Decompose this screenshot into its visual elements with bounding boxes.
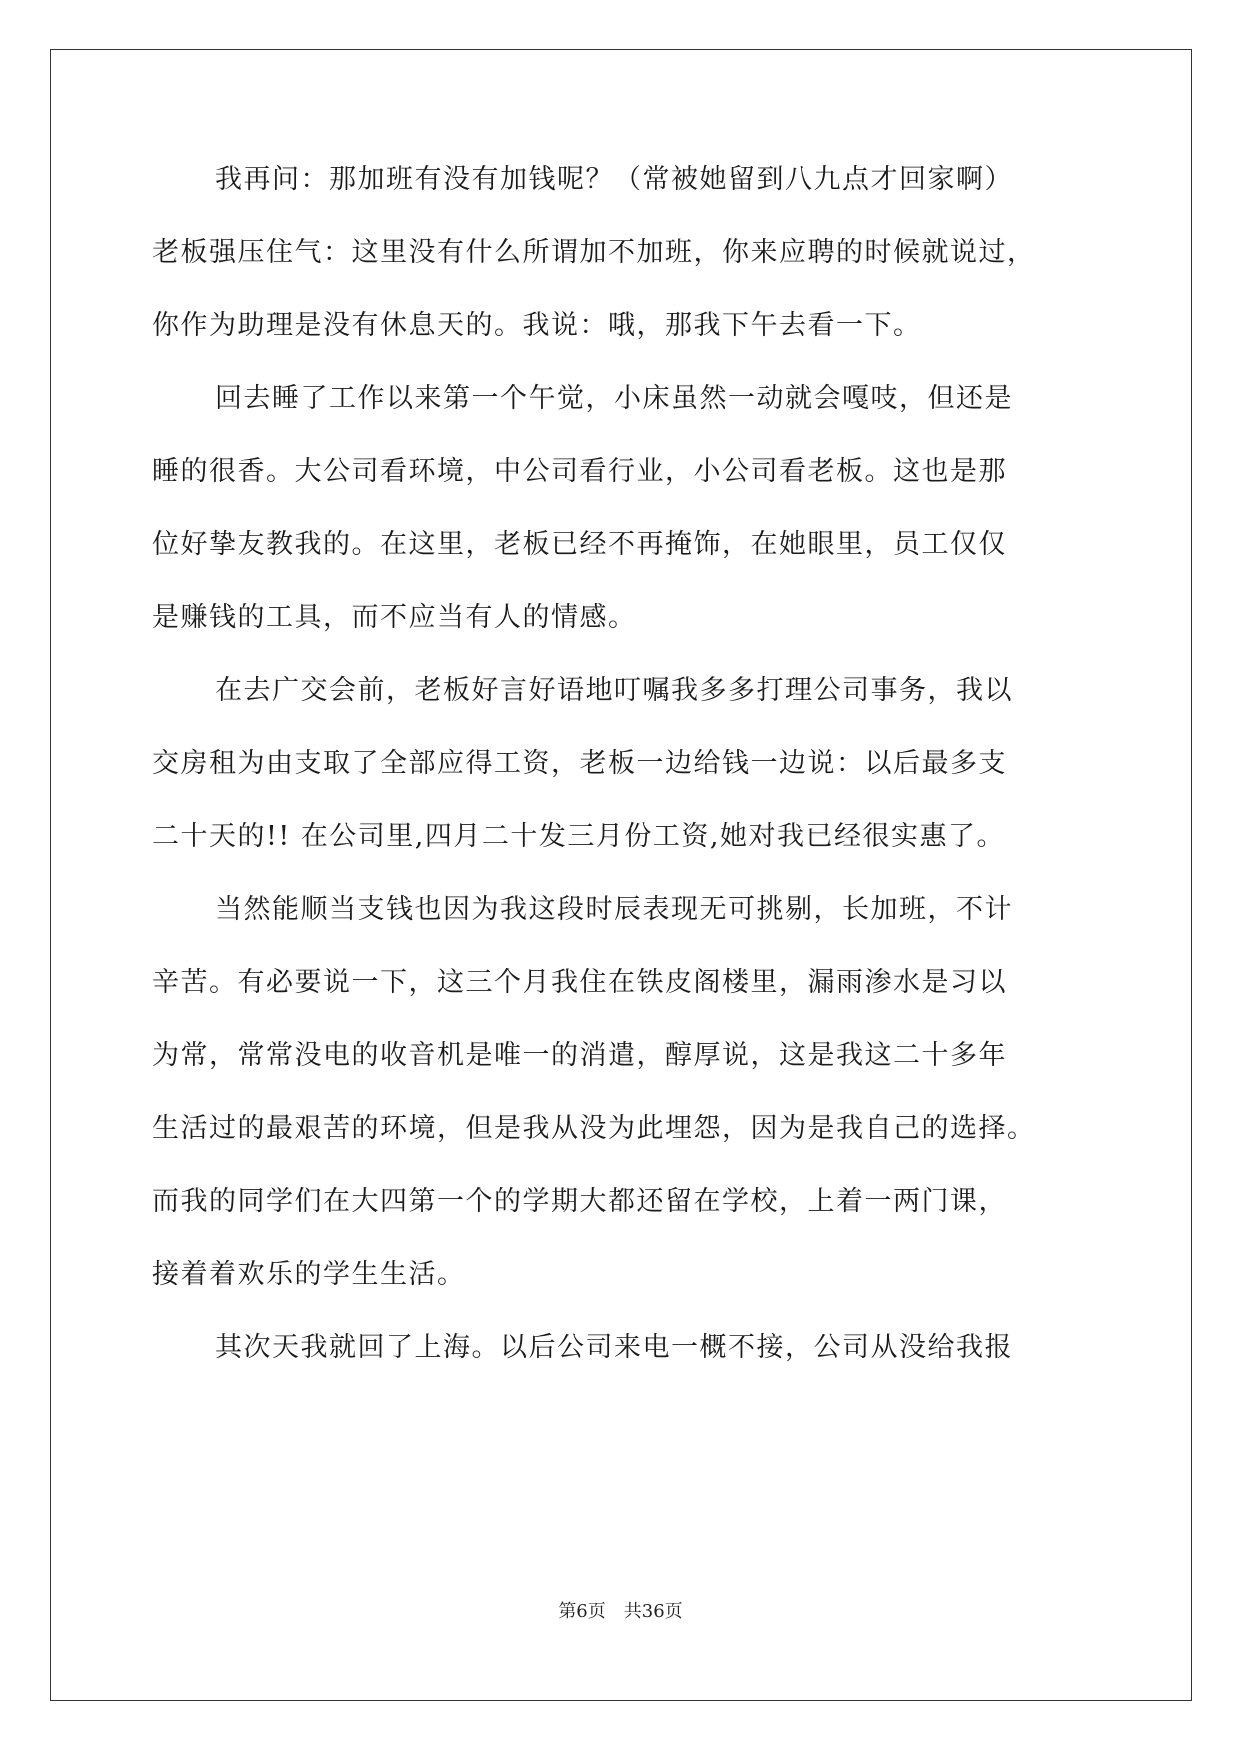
text-line: 在去广交会前，老板好言好语地叮嘱我多多打理公司事务，我以 bbox=[215, 675, 1013, 706]
text-line: 睡的很香。大公司看环境，中公司看行业，小公司看老板。这也是那 bbox=[152, 456, 1007, 487]
text-line: 是赚钱的工具，而不应当有人的情感。 bbox=[152, 602, 637, 633]
text-line: 回去睡了工作以来第一个午觉，小床虽然一动就会嘎吱，但还是 bbox=[215, 383, 1013, 414]
text-line: 我再问：那加班有没有加钱呢？（常被她留到八九点才回家啊） bbox=[215, 164, 1013, 195]
page-number: 第6页 bbox=[558, 1601, 606, 1622]
text-line: 二十天的!! 在公司里,四月二十发三月份工资,她对我已经很实惠了。 bbox=[152, 821, 1005, 852]
text-line: 当然能顺当支钱也因为我这段时辰表现无可挑剔，长加班，不计 bbox=[215, 894, 1013, 925]
page-border bbox=[50, 49, 1192, 1701]
text-line: 交房租为由支取了全部应得工资，老板一边给钱一边说：以后最多支 bbox=[152, 748, 1007, 779]
text-line: 生活过的最艰苦的环境，但是我从没为此埋怨，因为是我自己的选择。 bbox=[152, 1113, 1036, 1144]
text-line: 其次天我就回了上海。以后公司来电一概不接，公司从没给我报 bbox=[215, 1332, 1013, 1363]
page-footer bbox=[0, 1600, 1241, 1624]
text-line: 位好挚友教我的。在这里，老板已经不再掩饰，在她眼里，员工仅仅 bbox=[152, 529, 1007, 560]
page-total: 共36页 bbox=[623, 1601, 683, 1622]
text-line: 你作为助理是没有休息天的。我说：哦，那我下午去看一下。 bbox=[152, 310, 922, 341]
text-line: 老板强压住气：这里没有什么所谓加不加班，你来应聘的时候就说过， bbox=[152, 237, 1036, 268]
text-line: 而我的同学们在大四第一个的学期大都还留在学校，上着一两门课， bbox=[152, 1186, 1007, 1217]
text-line: 接着着欢乐的学生生活。 bbox=[152, 1259, 466, 1290]
text-line: 辛苦。有必要说一下，这三个月我住在铁皮阁楼里，漏雨渗水是习以 bbox=[152, 967, 1007, 998]
text-line: 为常，常常没电的收音机是唯一的消遣，醇厚说，这是我这二十多年 bbox=[152, 1040, 1007, 1071]
